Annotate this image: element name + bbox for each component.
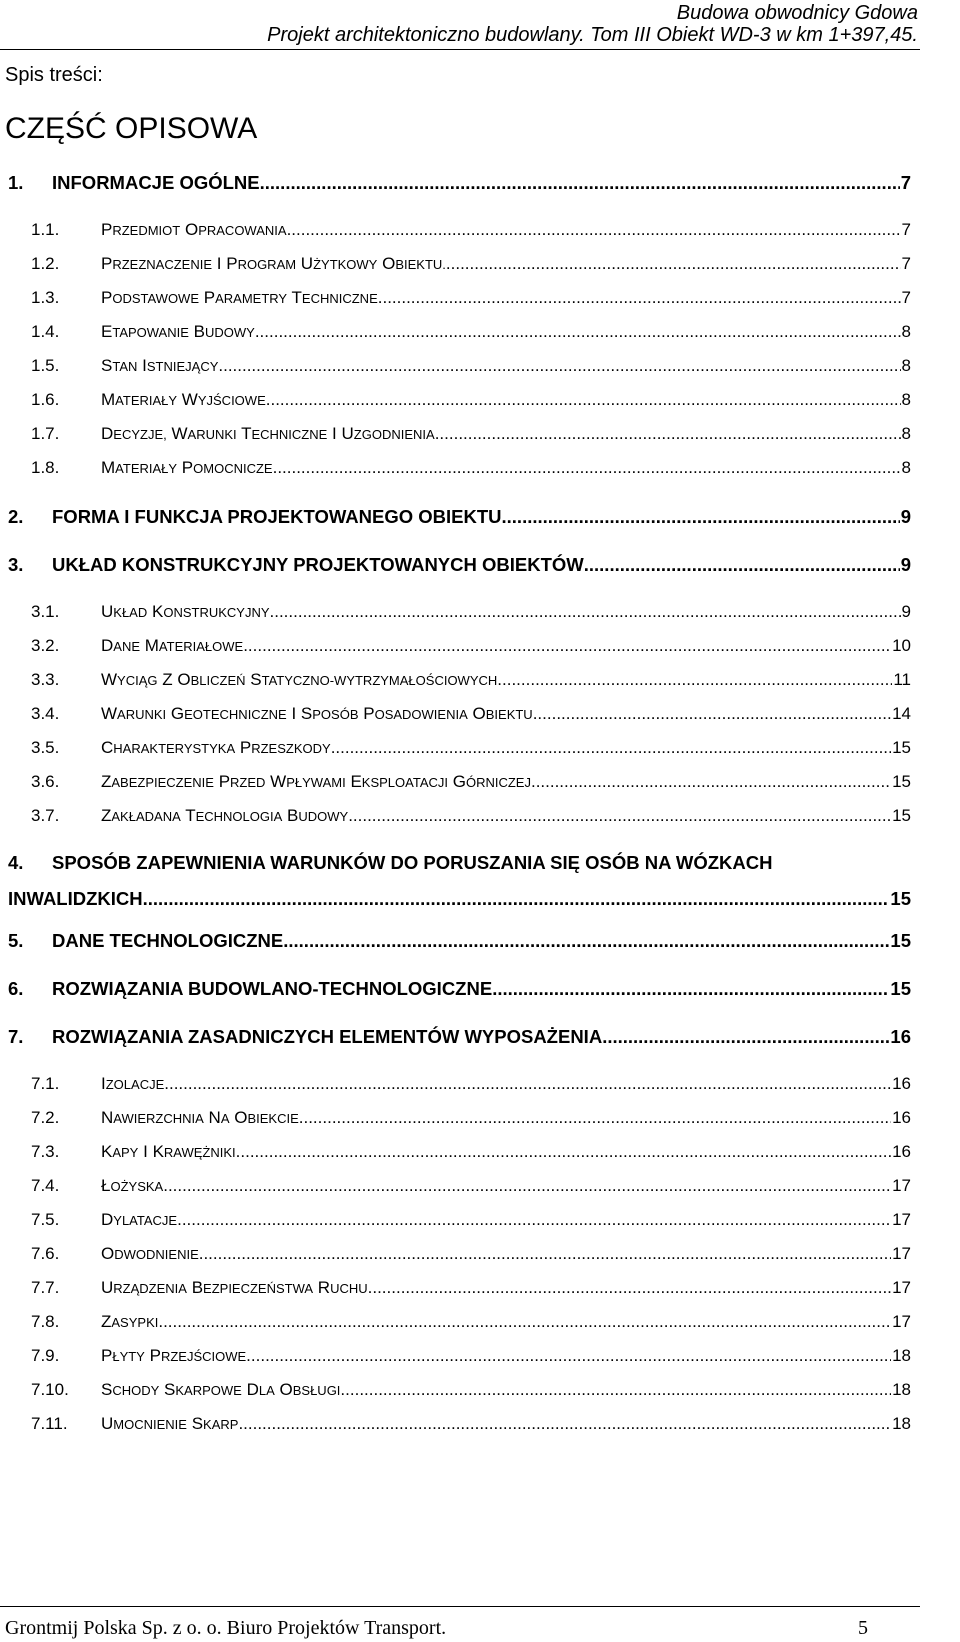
- toc-entry-title: IZOLACJE: [101, 1074, 165, 1093]
- header-volume-title: Projekt architektoniczno budowlany. Tom III Obiekt WD-3 w km 1+397,45.: [267, 24, 918, 46]
- toc-subsection-entry[interactable]: [0, 1142, 960, 1170]
- toc-subsection-entry[interactable]: [0, 670, 960, 698]
- toc-entry-number: 3.2.: [31, 636, 60, 655]
- toc-entry-title: WYCIĄG Z OBLICZEŃ STATYCZNO-WYTRZYMAŁOŚCIOWYCH: [101, 670, 498, 689]
- toc-subsection-entry[interactable]: [0, 806, 960, 834]
- toc-subsection-entry[interactable]: [0, 322, 960, 350]
- toc-entry-title: SPOSÓB ZAPEWNIENIA WARUNKÓW DO PORUSZANIA SIĘ OSÓB NA WÓZKACH: [52, 852, 773, 873]
- toc-entry-title: URZĄDZENIA BEZPIECZEŃSTWA RUCHU: [101, 1278, 368, 1297]
- toc-page-number: 18: [892, 1346, 911, 1365]
- toc-page-number: 15: [892, 772, 911, 791]
- toc-entry-number: 3.: [8, 554, 24, 575]
- dot-leader: [497, 670, 892, 690]
- toc-entry-title: UKŁAD KONSTRUKCYJNY PROJEKTOWANYCH OBIEKTÓW: [52, 554, 584, 575]
- toc-entry-title: ROZWIĄZANIA ZASADNICZYCH ELEMENTÓW WYPOSAŻENIA: [52, 1026, 603, 1047]
- toc-page-number: 9: [900, 506, 911, 527]
- toc-entry-title: PŁYTY PRZEJŚCIOWE: [101, 1346, 247, 1365]
- toc-page-number: 15: [892, 806, 911, 825]
- part-title: CZĘŚĆ OPISOWA: [5, 112, 258, 145]
- dot-leader: [270, 602, 901, 622]
- toc-entry-number: 3.1.: [31, 602, 60, 621]
- toc-entry-number: 7.: [8, 1026, 24, 1047]
- toc-page-number: 16: [892, 1074, 911, 1093]
- toc-entry-title: KAPY I KRAWĘŻNIKI: [101, 1142, 236, 1161]
- dot-leader: [283, 930, 889, 952]
- toc-entry-title: ŁOŻYSKA: [101, 1176, 164, 1195]
- toc-entry-number: 7.1.: [31, 1074, 60, 1093]
- toc-entry-number: 3.5.: [31, 738, 60, 757]
- toc-page-number: 16: [890, 1026, 911, 1047]
- toc-page-number: 9: [901, 602, 911, 621]
- toc-entry-number: 5.: [8, 930, 24, 951]
- toc-subsection-entry[interactable]: [0, 424, 960, 452]
- toc-subsection-entry[interactable]: [0, 458, 960, 486]
- toc-entry-title: DYLATACJE: [101, 1210, 178, 1229]
- toc-entry-number: 1.1.: [31, 220, 60, 239]
- toc-entry-title: ODWODNIENIE: [101, 1244, 199, 1263]
- dot-leader: [348, 806, 891, 826]
- dot-leader: [331, 738, 891, 758]
- toc-page-number: 17: [892, 1278, 911, 1297]
- toc-entry-number: 1.7.: [31, 424, 60, 443]
- toc-subsection-entry[interactable]: [0, 254, 960, 282]
- toc-page-number: 17: [892, 1244, 911, 1263]
- page-number: 5: [858, 1617, 868, 1639]
- toc-entry-number: 1.3.: [31, 288, 60, 307]
- toc-page-number: 15: [890, 888, 911, 909]
- toc-page-number: 15: [892, 738, 911, 757]
- dot-leader: [531, 772, 891, 792]
- dot-leader: [273, 458, 901, 478]
- toc-entry-title: SCHODY SKARPOWE DLA OBSŁUGI: [101, 1380, 341, 1399]
- toc-subsection-entry[interactable]: [0, 220, 960, 248]
- toc-entry-title: ZASYPKI: [101, 1312, 159, 1331]
- toc-subsection-entry[interactable]: [0, 1074, 960, 1102]
- dot-leader: [177, 1210, 891, 1230]
- toc-page-number: 8: [901, 322, 911, 341]
- toc-subsection-entry[interactable]: [0, 1346, 960, 1374]
- toc-entry-title-continued: INWALIDZKICH.: [8, 888, 148, 909]
- toc-entry-title: ROZWIĄZANIA BUDOWLANO-TECHNOLOGICZNE: [52, 978, 493, 999]
- toc-entry-number: 1.2.: [31, 254, 60, 273]
- dot-leader: [199, 1244, 891, 1264]
- toc-entry-title: DECYZJE, WARUNKI TECHNICZNE I UZGODNIENIA: [101, 424, 435, 443]
- toc-entry-title: DANE MATERIAŁOWE: [101, 636, 244, 655]
- toc-page-number: 9: [900, 554, 911, 575]
- toc-entry-title: INFORMACJE OGÓLNE: [52, 172, 260, 193]
- toc-page-number: 15: [890, 978, 911, 999]
- toc-entry-title: UMOCNIENIE SKARP: [101, 1414, 239, 1433]
- toc-entry-continuation[interactable]: [0, 888, 960, 916]
- toc-subsection-entry[interactable]: [0, 1414, 960, 1442]
- toc-entry-number: 1.8.: [31, 458, 60, 477]
- dot-leader: [584, 554, 900, 576]
- toc-subsection-entry[interactable]: [0, 772, 960, 800]
- toc-entry-number: 7.6.: [31, 1244, 60, 1263]
- toc-entry-number: 4.: [8, 852, 24, 873]
- dot-leader: [255, 322, 901, 342]
- toc-entry-title: ZABEZPIECZENIE PRZED WPŁYWAMI EKSPLOATACJI GÓRNICZEJ: [101, 772, 531, 791]
- toc-entry-number: 3.6.: [31, 772, 60, 791]
- toc-page-number: 15: [890, 930, 911, 951]
- footer-company: Grontmij Polska Sp. z o. o. Biuro Projektów Transport.: [5, 1617, 447, 1639]
- toc-entry-number: 3.4.: [31, 704, 60, 723]
- dot-leader: [238, 1414, 891, 1434]
- toc-page-number: 10: [892, 636, 911, 655]
- toc-page-number: 17: [892, 1176, 911, 1195]
- toc-entry-title: PRZEZNACZENIE I PROGRAM UŻYTKOWY OBIEKTU.: [101, 254, 446, 273]
- toc-entry-wrapped[interactable]: [8, 852, 772, 874]
- toc-page-number: 17: [892, 1210, 911, 1229]
- toc-entry-number: 7.7.: [31, 1278, 60, 1297]
- dot-leader: [533, 704, 891, 724]
- toc-entry-number: 7.8.: [31, 1312, 60, 1331]
- toc-entry-number: 1.6.: [31, 390, 60, 409]
- toc-section-entry[interactable]: [0, 506, 960, 534]
- toc-entry-title: NAWIERZCHNIA NA OBIEKCIE: [101, 1108, 299, 1127]
- toc-subsection-entry[interactable]: [0, 1278, 960, 1306]
- running-header: [38, 0, 918, 46]
- dot-leader: [602, 1026, 889, 1048]
- header-project-name: Budowa obwodnicy Gdowa: [676, 2, 918, 24]
- toc-entry-number: 1.4.: [31, 322, 60, 341]
- toc-section-entry[interactable]: [0, 172, 960, 200]
- footer-rule: [0, 1606, 920, 1607]
- toc-page-number: 7: [901, 220, 911, 239]
- dot-leader: [260, 172, 900, 194]
- dot-leader: [492, 978, 889, 1000]
- toc-entry-title: PRZEDMIOT OPRACOWANIA: [101, 220, 287, 239]
- toc-entry-number: 7.2.: [31, 1108, 60, 1127]
- toc-entry-number: 7.10.: [31, 1380, 69, 1399]
- toc-entry-title: ETAPOWANIE BUDOWY: [101, 322, 255, 341]
- toc-subsection-entry[interactable]: [0, 356, 960, 384]
- dot-leader: [236, 1142, 891, 1162]
- toc-entry-number: 7.9.: [31, 1346, 60, 1365]
- dot-leader: [246, 1346, 891, 1366]
- toc-entry-number: 3.7.: [31, 806, 60, 825]
- toc-subsection-entry[interactable]: [0, 1108, 960, 1136]
- toc-entry-number: 6.: [8, 978, 24, 999]
- toc-entry-number: 7.3.: [31, 1142, 60, 1161]
- toc-subsection-entry[interactable]: [0, 738, 960, 766]
- dot-leader: [243, 636, 891, 656]
- toc-subsection-entry[interactable]: [0, 602, 960, 630]
- toc-subsection-entry[interactable]: [0, 390, 960, 418]
- toc-page-number: 14: [892, 704, 911, 723]
- toc-section-entry[interactable]: [0, 1026, 960, 1054]
- toc-page-number: 18: [892, 1414, 911, 1433]
- dot-leader: [368, 1278, 891, 1298]
- toc-page-number: 8: [901, 390, 911, 409]
- dot-leader: [164, 1074, 891, 1094]
- toc-entry-number: 1.5.: [31, 356, 60, 375]
- toc-subsection-entry[interactable]: [0, 288, 960, 316]
- toc-entry-title: STAN ISTNIEJĄCY: [101, 356, 219, 375]
- dot-leader: [287, 220, 901, 240]
- toc-section-entry[interactable]: [0, 554, 960, 582]
- toc-page-number: 7: [900, 172, 911, 193]
- dot-leader: [158, 1312, 891, 1332]
- toc-entry-title: MATERIAŁY POMOCNICZE: [101, 458, 273, 477]
- toc-entry-number: 3.3.: [31, 670, 60, 689]
- toc-page-number: 7: [901, 288, 911, 307]
- dot-leader: [446, 254, 901, 274]
- toc-subsection-entry[interactable]: [0, 636, 960, 664]
- toc-entry-title: WARUNKI GEOTECHNICZNE I SPOSÓB POSADOWIENIA OBIEKTU: [101, 704, 533, 723]
- toc-entry-title: DANE TECHNOLOGICZNE: [52, 930, 284, 951]
- header-rule: [0, 49, 920, 50]
- toc-entry-number: 7.4.: [31, 1176, 60, 1195]
- toc-section-entry[interactable]: [0, 930, 960, 958]
- toc-page-number: 8: [901, 458, 911, 477]
- dot-leader: [378, 288, 901, 308]
- dot-leader: [299, 1108, 891, 1128]
- toc-page-number: 8: [901, 424, 911, 443]
- toc-entry-title: UKŁAD KONSTRUKCYJNY: [101, 602, 270, 621]
- dot-leader: [435, 424, 901, 444]
- dot-leader: [218, 356, 900, 376]
- dot-leader: [163, 1176, 891, 1196]
- dot-leader: [148, 888, 890, 910]
- toc-page-number: 16: [892, 1142, 911, 1161]
- toc-page-number: 7: [901, 254, 911, 273]
- toc-page-number: 8: [901, 356, 911, 375]
- toc-page-number: 11: [893, 670, 911, 689]
- toc-subsection-entry[interactable]: [0, 1244, 960, 1272]
- toc-entry-title: ZAKŁADANA TECHNOLOGIA BUDOWY: [101, 806, 349, 825]
- toc-page-number: 16: [892, 1108, 911, 1127]
- dot-leader: [266, 390, 901, 410]
- toc-entry-number: 7.11.: [31, 1414, 68, 1433]
- toc-entry-title: MATERIAŁY WYJŚCIOWE: [101, 390, 266, 409]
- toc-subsection-entry[interactable]: [0, 1312, 960, 1340]
- toc-subsection-entry[interactable]: [0, 704, 960, 732]
- toc-entry-number: 1.: [8, 172, 24, 193]
- toc-subsection-entry[interactable]: [0, 1380, 960, 1408]
- toc-entry-title: PODSTAWOWE PARAMETRY TECHNICZNE: [101, 288, 378, 307]
- toc-section-entry[interactable]: [0, 978, 960, 1006]
- toc-subsection-entry[interactable]: [0, 1210, 960, 1238]
- toc-entry-number: 7.5.: [31, 1210, 60, 1229]
- toc-entry-number: 2.: [8, 506, 24, 527]
- toc-label: Spis treści:: [5, 64, 103, 86]
- toc-page-number: 17: [892, 1312, 911, 1331]
- toc-subsection-entry[interactable]: [0, 1176, 960, 1204]
- toc-page-number: 18: [892, 1380, 911, 1399]
- dot-leader: [502, 506, 900, 528]
- dot-leader: [340, 1380, 891, 1400]
- toc-entry-title: CHARAKTERYSTYKA PRZESZKODY: [101, 738, 331, 757]
- toc-entry-title: FORMA I FUNKCJA PROJEKTOWANEGO OBIEKTU: [52, 506, 502, 527]
